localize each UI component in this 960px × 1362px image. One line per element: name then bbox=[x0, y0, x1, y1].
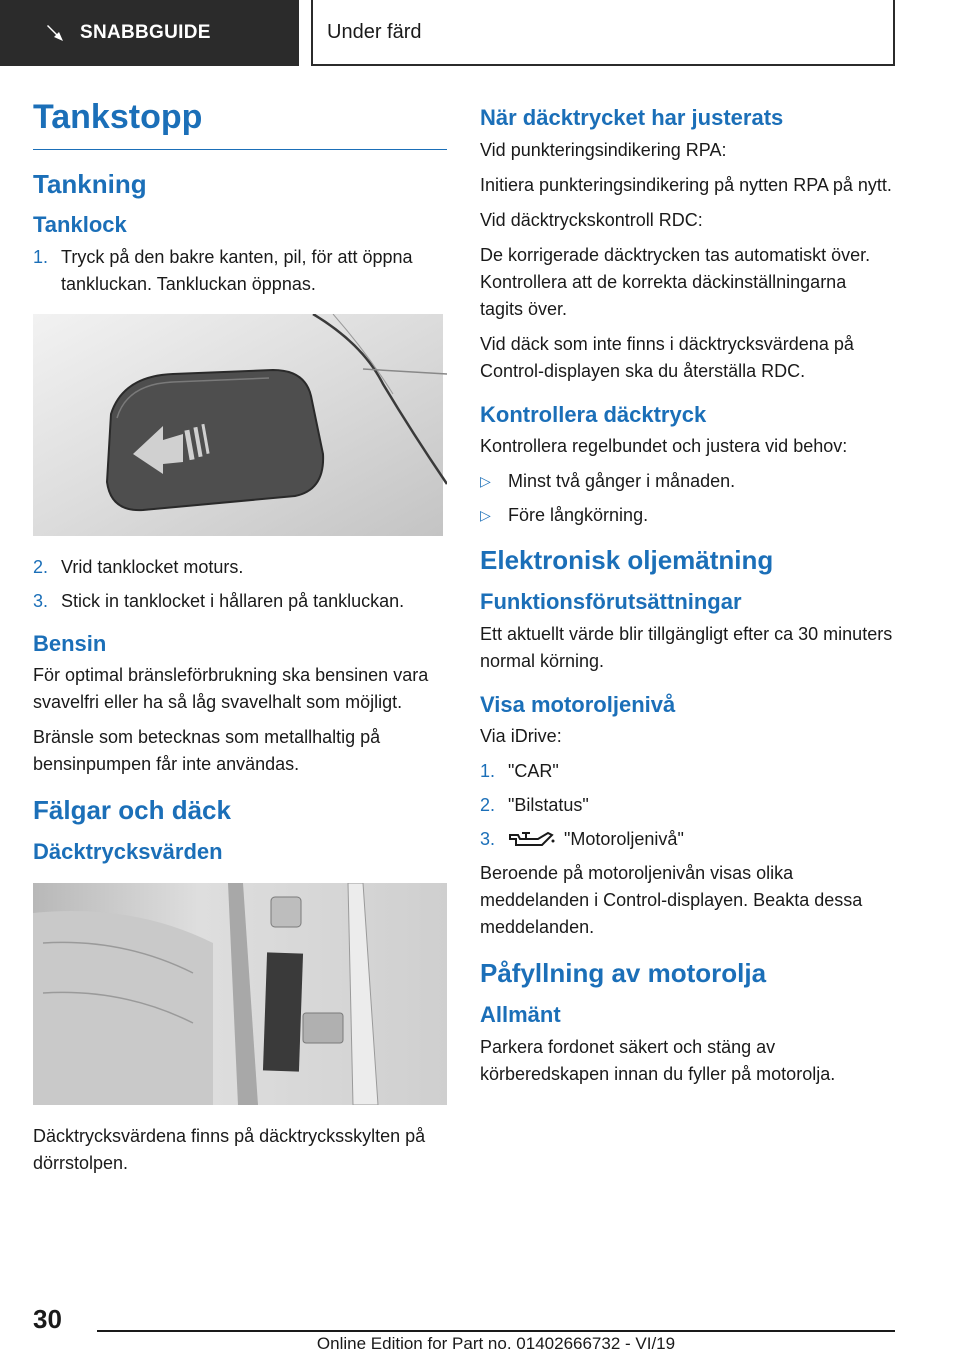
footer bbox=[0, 1290, 960, 1362]
bensin-paragraph-2: Bränsle som betecknas som metallhaltig på bensinpumpen får inte användas. bbox=[33, 727, 381, 775]
left-column bbox=[33, 96, 447, 1185]
step-text: "Bilstatus" bbox=[508, 795, 589, 816]
triangle-bullet-icon: ▷ bbox=[480, 507, 491, 524]
triangle-bullet-icon: ▷ bbox=[480, 473, 491, 490]
kontrollera-list bbox=[480, 468, 894, 529]
heading-funktion: Funktionsförutsättningar bbox=[480, 588, 742, 614]
heading-elektronisk: Elektronisk oljemätning bbox=[480, 545, 774, 576]
bullet-text: Minst två gånger i månaden. bbox=[508, 471, 736, 492]
heading-allmant: Allmänt bbox=[480, 1001, 561, 1027]
list-item bbox=[33, 588, 447, 615]
paragraph-reset-rdc: Vid däck som inte finns i däcktrycksvärdena på Control-displayen ska du återställa RDC. bbox=[480, 333, 854, 381]
visa-steps bbox=[480, 758, 894, 853]
paragraph-rdc: Vid däcktryckskontroll RDC: bbox=[480, 209, 703, 230]
paragraph-rdc-detail: De korrigerade däcktrycken tas automatiskt över. Kontrollera att de korrekta däckinställningarna tagits över. bbox=[480, 244, 871, 319]
header-bar bbox=[0, 0, 960, 66]
list-item bbox=[480, 758, 894, 785]
list-item bbox=[33, 244, 447, 298]
list-item bbox=[480, 826, 894, 853]
heading-visa: Visa motoroljenivå bbox=[480, 691, 676, 717]
list-item bbox=[33, 554, 447, 581]
step-number: 2. bbox=[33, 556, 49, 577]
step-text: "CAR" bbox=[508, 761, 559, 782]
step-number: 3. bbox=[480, 829, 496, 850]
visa-paragraph-2: Beroende på motoroljenivån visas olika meddelanden i Control-displayen. Beakta dessa meddelanden. bbox=[480, 863, 863, 938]
right-column bbox=[480, 96, 894, 1096]
door-pillar-illustration bbox=[33, 883, 447, 1105]
fuel-flap-illustration bbox=[33, 314, 447, 536]
bensin-paragraph-1: För optimal bränsleförbrukning ska bensinen vara svavelfri eller ha så låg svavelhalt som möjligt. bbox=[33, 665, 429, 713]
quick-guide-tab[interactable] bbox=[0, 0, 299, 66]
heading-pafyllning: Påfyllning av motorolja bbox=[480, 958, 767, 989]
section-tab[interactable] bbox=[311, 0, 895, 66]
page-number: 30 bbox=[33, 1304, 62, 1334]
dacktryck-paragraph: Däcktrycksvärdena finns på däcktrycksskylten på dörrstolpen. bbox=[33, 1125, 426, 1173]
footer-divider bbox=[97, 1330, 895, 1332]
tanklock-steps-continued bbox=[33, 554, 447, 615]
step-text: Stick in tanklocket i hållaren på tankluckan. bbox=[61, 590, 405, 611]
edition-text: Online Edition for Part no. 01402666732 - VI/19 bbox=[316, 1334, 676, 1353]
kontrollera-paragraph: Kontrollera regelbundet och justera vid behov: bbox=[480, 436, 848, 457]
list-item bbox=[480, 792, 894, 819]
heading-tanklock: Tanklock bbox=[33, 212, 127, 238]
heading-falgar: Fälgar och däck bbox=[33, 795, 231, 826]
quick-guide-label: SNABBGUIDE bbox=[80, 22, 211, 43]
list-item bbox=[480, 468, 894, 495]
tanklock-steps bbox=[33, 244, 447, 298]
step-number: 2. bbox=[480, 795, 496, 816]
paragraph-rpa: Vid punkteringsindikering RPA: bbox=[480, 139, 727, 160]
section-label: Under färd bbox=[327, 20, 422, 43]
step-number: 3. bbox=[33, 590, 49, 611]
heading-dacktryck: Däcktrycksvärden bbox=[33, 839, 223, 865]
bullet-text: Före långkörning. bbox=[508, 505, 649, 526]
page-title: Tankstopp bbox=[33, 96, 447, 150]
flash-arrow-icon bbox=[44, 22, 66, 44]
allmant-paragraph: Parkera fordonet säkert och stäng av körberedskapen innan du fyller på motorolja. bbox=[480, 1036, 836, 1084]
step-text: Vrid tanklocket moturs. bbox=[61, 556, 244, 577]
step-number: 1. bbox=[480, 761, 496, 782]
step-text: "Motoroljenivå" bbox=[564, 829, 684, 850]
step-number: 1. bbox=[33, 246, 49, 267]
heading-kontrollera: Kontrollera däcktryck bbox=[480, 401, 707, 427]
step-text: Tryck på den bakre kanten, pil, för att öppna tankluckan. Tankluckan öppnas. bbox=[61, 246, 413, 294]
list-item bbox=[480, 502, 894, 529]
heading-justerats: När däcktrycket har justerats bbox=[480, 105, 784, 130]
visa-paragraph: Via iDrive: bbox=[480, 726, 562, 747]
heading-bensin: Bensin bbox=[33, 630, 107, 656]
funktion-paragraph: Ett aktuellt värde blir tillgängligt efter ca 30 minuters normal körning. bbox=[480, 623, 893, 671]
heading-tankning: Tankning bbox=[33, 168, 147, 199]
paragraph-rpa-init: Initiera punkteringsindikering på nytten RPA på nytt. bbox=[480, 174, 892, 195]
oil-can-icon bbox=[508, 827, 556, 849]
